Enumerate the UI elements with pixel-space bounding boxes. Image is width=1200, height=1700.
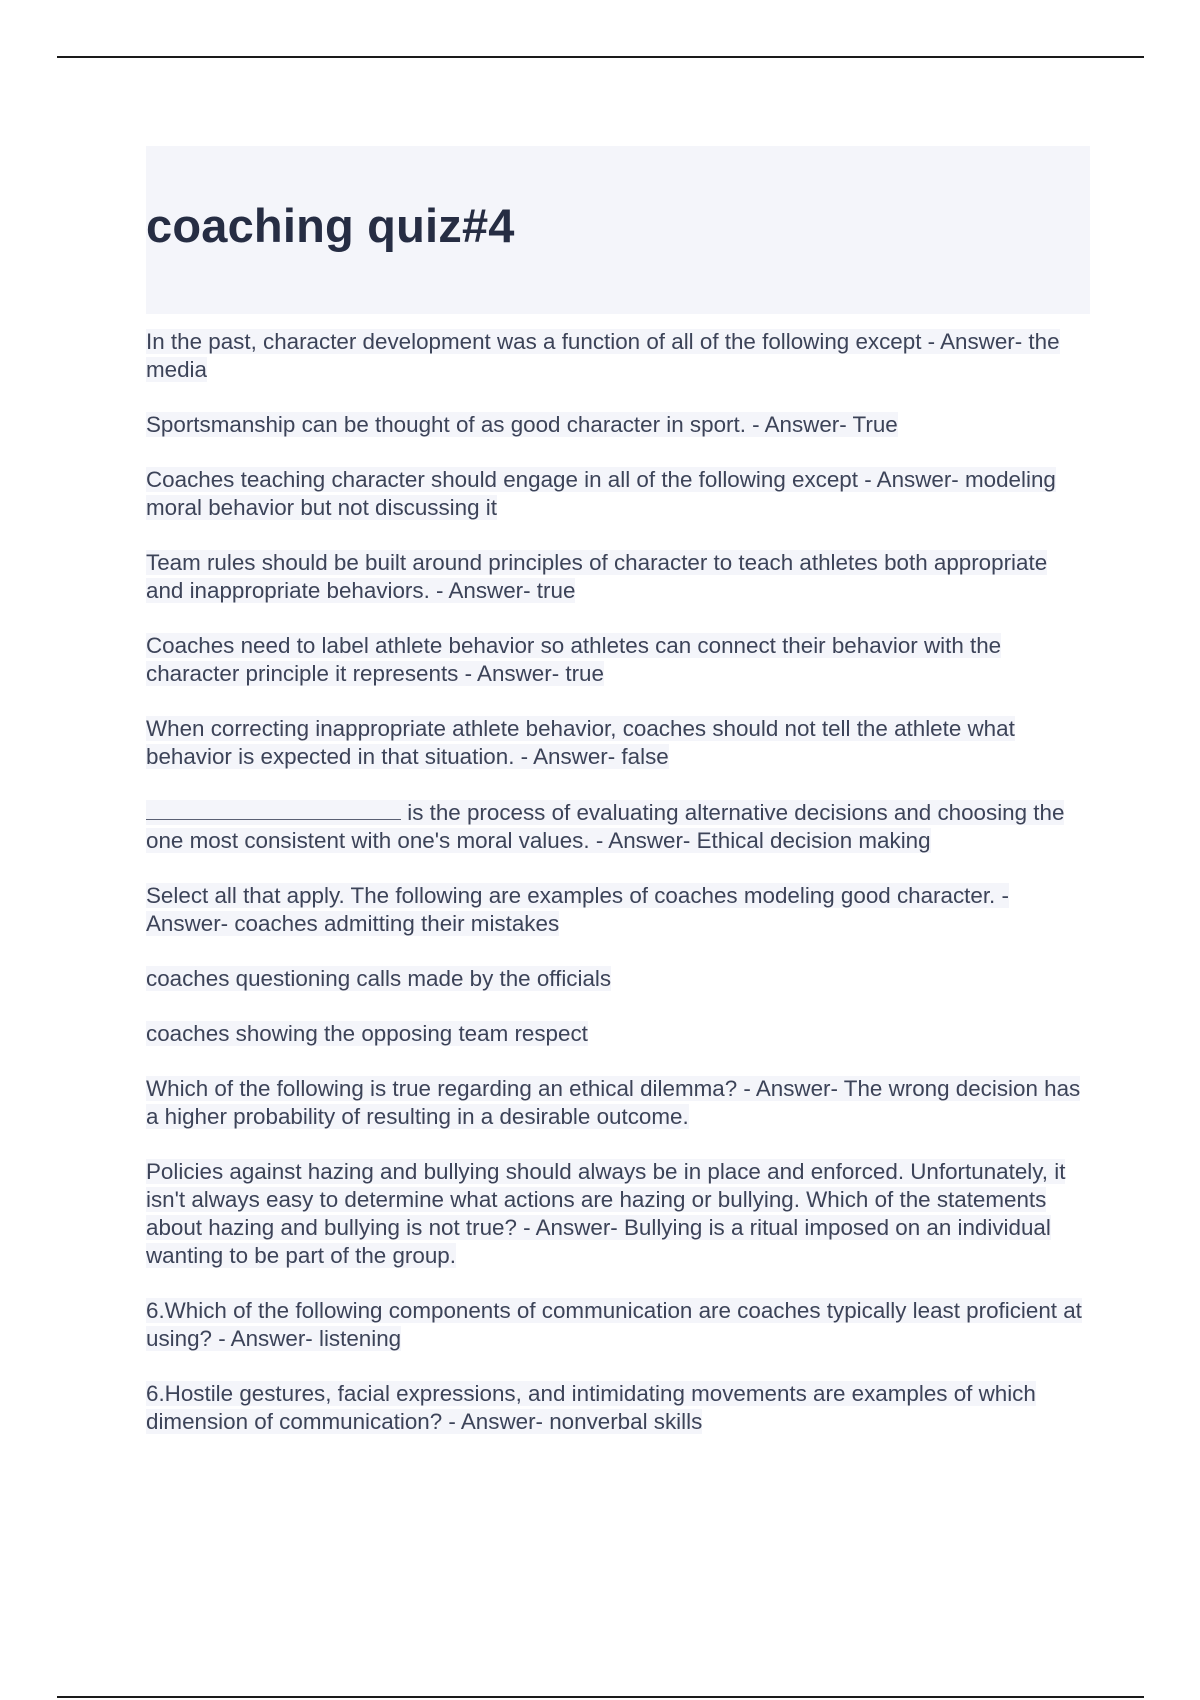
qa-text: In the past, character development was a function of all of the following except - Answer- the media xyxy=(146,329,1060,382)
qa-text: Coaches need to label athlete behavior so athletes can connect their behavior with the character principle it represents - Answer- true xyxy=(146,633,1002,686)
qa-text: Select all that apply. The following are examples of coaches modeling good character. - Answer- coaches admitting their mistakes xyxy=(146,883,1009,936)
qa-text: coaches questioning calls made by the officials xyxy=(146,966,612,991)
document-body xyxy=(146,146,1090,1463)
qa-text: Policies against hazing and bullying should always be in place and enforced. Unfortunately, it isn't always easy to determine what actions are hazing or bullying. Which of the statements about hazing and bullying is not true? - Answer- Bullying is a ritual imposed on an individual wanting to be part of the group. xyxy=(146,1159,1066,1268)
qa-text: Team rules should be built around principles of character to teach athletes both appropriate and inappropriate behaviors. - Answer- true xyxy=(146,550,1048,603)
qa-item xyxy=(146,1158,1090,1270)
qa-text: Which of the following is true regarding an ethical dilemma? - Answer- The wrong decision has a higher probability of resulting in a desirable outcome. xyxy=(146,1076,1081,1129)
qa-item xyxy=(146,965,1090,993)
qa-item xyxy=(146,466,1090,522)
answer-blank xyxy=(146,798,401,820)
qa-text: 6.Hostile gestures, facial expressions, and intimidating movements are examples of which dimension of communication? - Answer- nonverbal skills xyxy=(146,1381,1036,1434)
qa-text: is the process of evaluating alternative decisions and choosing the one most consistent with one's moral values. - Answer- Ethical decision making xyxy=(146,800,1065,853)
top-rule xyxy=(57,56,1144,58)
qa-item xyxy=(146,632,1090,688)
qa-item xyxy=(146,1297,1090,1353)
qa-list xyxy=(146,328,1090,1436)
qa-item xyxy=(146,715,1090,771)
qa-item xyxy=(146,411,1090,439)
title-block xyxy=(146,146,1090,314)
qa-item xyxy=(146,1380,1090,1436)
qa-item-fill-in-blank xyxy=(146,798,1090,855)
qa-item xyxy=(146,328,1090,384)
page-title: coaching quiz#4 xyxy=(146,199,515,252)
qa-item xyxy=(146,1020,1090,1048)
qa-item xyxy=(146,1075,1090,1131)
qa-item xyxy=(146,882,1090,938)
bottom-rule xyxy=(57,1696,1144,1698)
qa-text: Coaches teaching character should engage in all of the following except - Answer- modeling moral behavior but not discussing it xyxy=(146,467,1056,520)
qa-text: coaches showing the opposing team respect xyxy=(146,1021,588,1046)
qa-text: Sportsmanship can be thought of as good character in sport. - Answer- True xyxy=(146,412,898,437)
qa-text: 6.Which of the following components of communication are coaches typically least proficient at using? - Answer- listening xyxy=(146,1298,1082,1351)
qa-item xyxy=(146,549,1090,605)
qa-text: When correcting inappropriate athlete behavior, coaches should not tell the athlete what behavior is expected in that situation. - Answer- false xyxy=(146,716,1015,769)
